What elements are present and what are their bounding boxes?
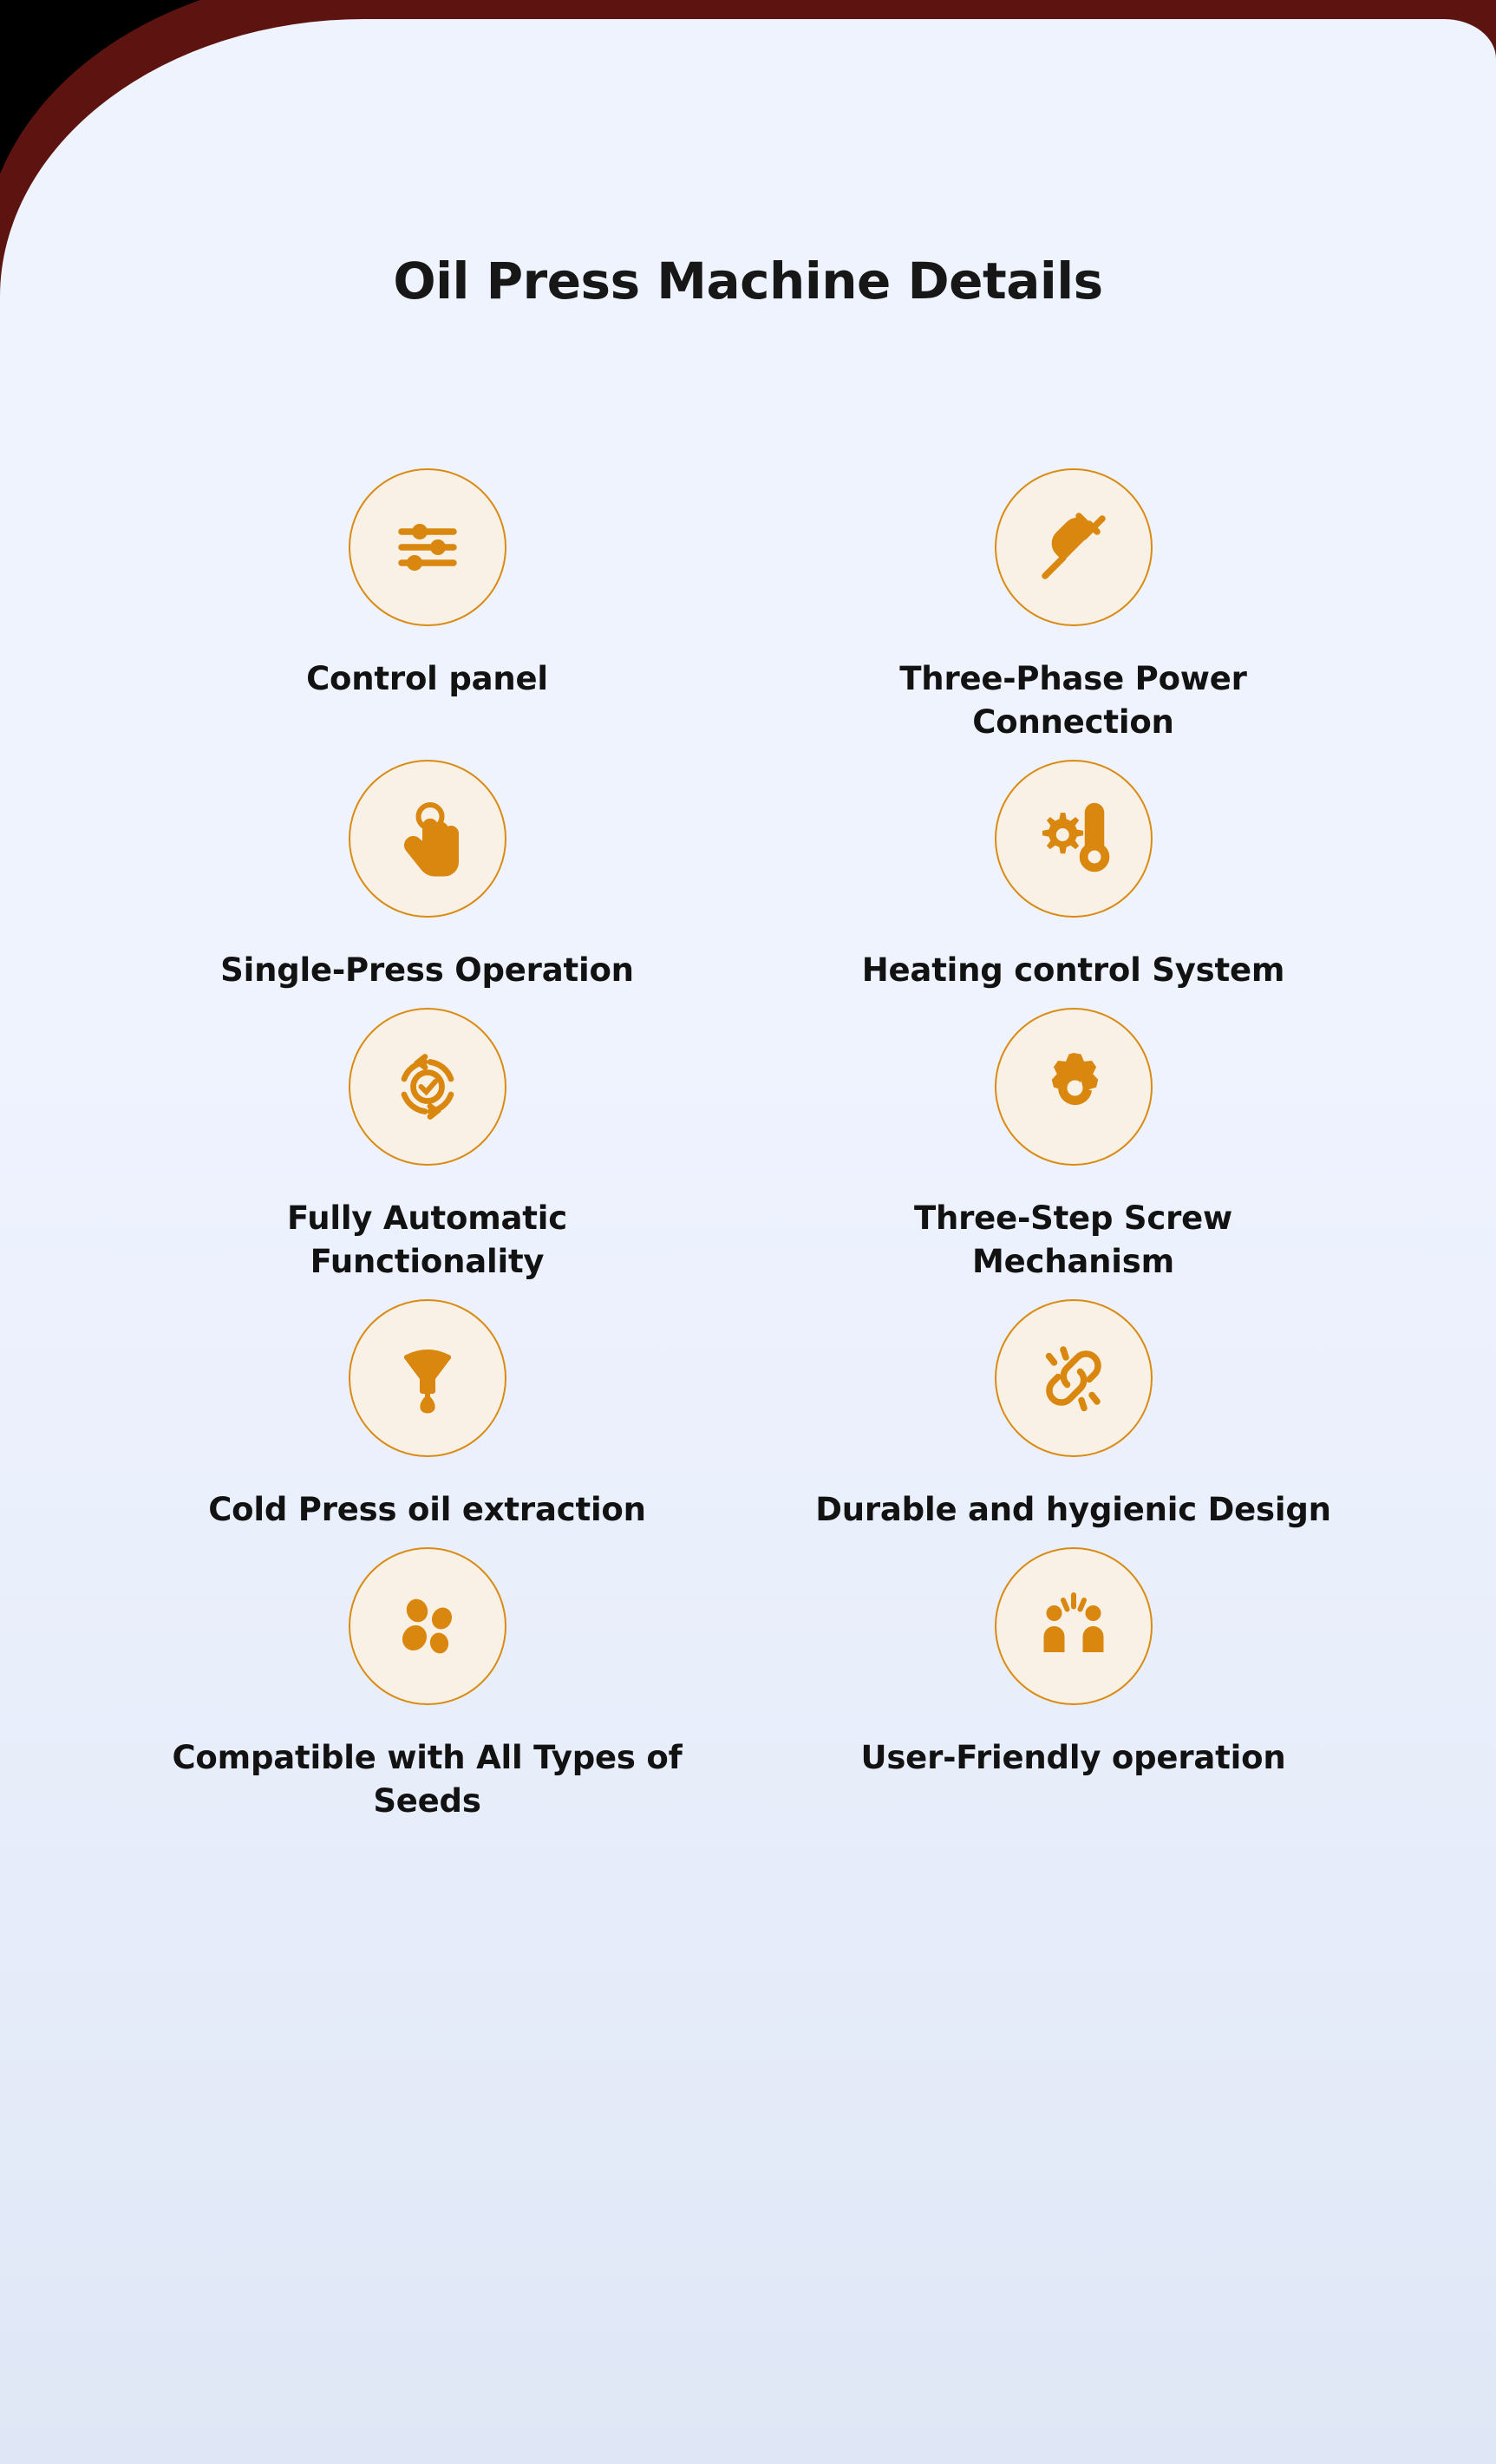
thermometer-gear-icon bbox=[995, 760, 1153, 918]
feature-label: Control panel bbox=[306, 660, 548, 697]
hand-press-button-icon bbox=[349, 760, 506, 918]
user-friendly-hands-icon bbox=[995, 1547, 1153, 1705]
auto-cycle-check-icon bbox=[349, 1008, 506, 1166]
feature-item bbox=[750, 744, 1396, 992]
feature-label: Durable and hygienic Design bbox=[815, 1490, 1331, 1528]
feature-label: User-Friendly operation bbox=[860, 1738, 1286, 1776]
feature-item bbox=[750, 453, 1396, 744]
feature-label: Three-Step Screw Mechanism bbox=[913, 1199, 1233, 1280]
feature-item bbox=[104, 1284, 750, 1532]
feature-label: Fully Automatic Functionality bbox=[286, 1199, 568, 1280]
chain-link-icon bbox=[995, 1299, 1153, 1457]
feature-item bbox=[104, 992, 750, 1284]
feature-label: Compatible with All Types of Seeds bbox=[172, 1738, 683, 1820]
features-grid bbox=[104, 453, 1396, 1823]
feature-label: Three-Phase Power Connection bbox=[899, 660, 1247, 741]
feature-label: Heating control System bbox=[861, 951, 1285, 989]
feature-label: Cold Press oil extraction bbox=[208, 1490, 646, 1528]
feature-item bbox=[104, 453, 750, 744]
feature-item bbox=[750, 1284, 1396, 1532]
feature-item bbox=[104, 1532, 750, 1823]
seeds-icon bbox=[349, 1547, 506, 1705]
page-title: Oil Press Machine Details bbox=[393, 252, 1103, 310]
feature-item bbox=[104, 744, 750, 992]
content-card bbox=[0, 19, 1496, 2464]
gear-wrench-icon bbox=[995, 1008, 1153, 1166]
feature-item bbox=[750, 1532, 1396, 1823]
oil-drop-funnel-icon bbox=[349, 1299, 506, 1457]
power-plug-icon bbox=[995, 468, 1153, 626]
feature-label: Single-Press Operation bbox=[220, 951, 634, 989]
feature-item bbox=[750, 992, 1396, 1284]
sliders-icon bbox=[349, 468, 506, 626]
